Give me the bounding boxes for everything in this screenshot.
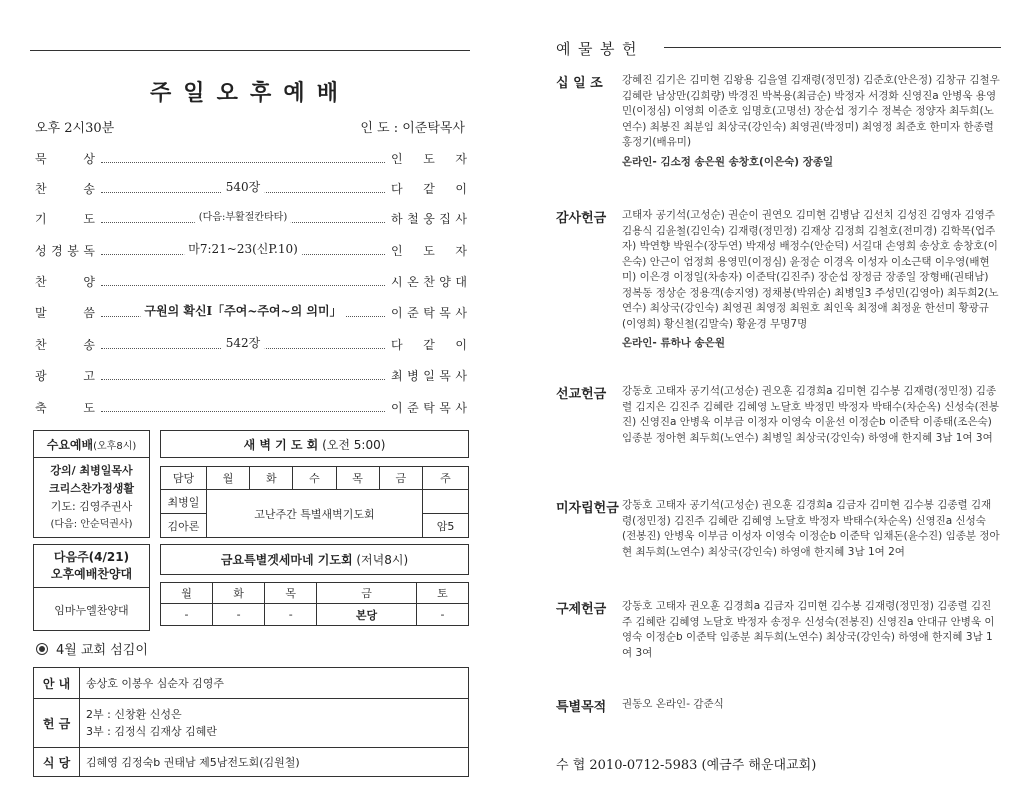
order-person-char: 준 (407, 400, 419, 415)
order-person-char: 최 (391, 368, 403, 383)
offering-names-text: 강동호 고태자 권오훈 김경희a 김금자 김미현 김수봉 김재령(정민정) 김종렬 김진주 김혜란 김혜영 노달호 박정자 송정우 신성숙(전봉진) 신영진a 안대규 안병욱 이영숙 이정순b 이준탁 임종분 최두희(노연수) 최상국(강인숙) 하영애 한지혜 3남 1여 3여 (622, 600, 995, 659)
order-person-char: 다 (391, 181, 403, 196)
order-name-char: 고 (83, 368, 95, 383)
friday-h3: 금 (317, 583, 417, 604)
service-time-row (35, 117, 465, 136)
friday-title-box (160, 544, 469, 575)
order-person-char: 같 (423, 181, 435, 196)
order-person-char: 다 (391, 337, 403, 352)
offering-label: 미자립헌금 (556, 501, 619, 516)
order-name-char: 씀 (83, 305, 95, 320)
wednesday-box (33, 430, 150, 538)
friday-v4: - (416, 604, 468, 626)
order-dots (101, 179, 385, 194)
order-item-name (35, 210, 95, 227)
order-item-person (391, 336, 467, 353)
order-item-name (35, 180, 95, 197)
order-name-char: 기 (35, 211, 47, 226)
order-person-char: 목 (439, 400, 451, 415)
order-person-char: 사 (455, 400, 467, 415)
friday-time: (저녁8시) (356, 553, 409, 567)
april-cell-1 (80, 699, 469, 748)
order-row (35, 397, 467, 417)
order-item-detail: 542장 (222, 334, 265, 351)
next-choir-line1: 다음주(4/21) (53, 550, 130, 564)
order-dots (101, 403, 385, 412)
order-name-char: 경 (51, 243, 63, 258)
order-item-person (391, 367, 467, 384)
order-row (35, 302, 467, 322)
order-person-char: 이 (455, 337, 467, 352)
offering-names (622, 208, 1000, 352)
offering-names (622, 599, 1000, 661)
order-name-char: 송 (83, 337, 95, 352)
order-row (35, 334, 467, 354)
order-item-person (391, 242, 467, 259)
april-heading (36, 639, 148, 658)
order-person-char: 대 (455, 274, 467, 289)
order-person-char: 목 (439, 368, 451, 383)
friday-h1: 화 (213, 583, 265, 604)
order-person-char: 인 (391, 243, 403, 258)
offering-names-text: 강동호 고태자 공기석(고성순) 권오훈 김경희a 김금자 김미현 김수봉 김종렬 김재령(정민정) 김진주 김혜란 김혜영 노달호 박정자 박태수(차순옥) 신영진a 신성숙(전봉진) 안병욱 이부금 이성자 이영숙 이정순b 이준탁 임채돈(윤수진) 임종분 정아현 최두희(노연수) 최상국(강인숙) 하영애 한지혜 3남 1여 2여 (622, 499, 1000, 558)
order-person-char: 자 (455, 151, 467, 166)
next-choir-line2: 오후예배찬양대 (50, 567, 133, 581)
order-person-char: 이 (391, 400, 403, 415)
order-name-char: 찬 (35, 181, 47, 196)
service-leader: 인 도 : 이준탁목사 (360, 121, 465, 136)
order-name-char: 광 (35, 368, 47, 383)
order-item-person (391, 150, 467, 167)
dawn-time: (오전 5:00) (322, 437, 386, 452)
next-choir-line3: 임마누엘찬양대 (54, 603, 129, 617)
april-cell-0 (80, 668, 469, 699)
page-title: 주일오후예배 (149, 81, 351, 106)
order-person-char: 이 (391, 305, 403, 320)
order-person-char: 같 (423, 337, 435, 352)
order-item-name (35, 399, 95, 416)
wednesday-head-sub: (오후8시) (93, 440, 137, 452)
order-dots (101, 154, 385, 163)
dawn-title: 새 벽 기 도 회 (243, 437, 319, 452)
order-person-char: 일 (423, 368, 435, 383)
order-person-char: 병 (407, 368, 419, 383)
order-dots (101, 277, 385, 286)
order-person-char: 탁 (423, 400, 435, 415)
radio-bullet-icon (36, 643, 48, 655)
april-line-2-0: 김혜영 김정숙b 권태남 제5남전도회(김원철) (86, 756, 300, 769)
order-item-person (391, 210, 467, 227)
order-person-char: 사 (455, 305, 467, 320)
dawn-sunday: 암5 (423, 514, 469, 538)
wednesday-line3: 기도: 김영주권사 (50, 500, 133, 513)
april-line-1-1: 3부 : 김정식 김재상 김혜란 (86, 725, 217, 738)
april-title: 4월 교회 섬김이 (56, 643, 148, 658)
offering-names-text: 고태자 공기석(고성순) 권순이 권연오 김미현 김병남 김선치 김성진 김영자 김영주 김용식 김윤철(김인숙) 김재령(정민정) 김재상 김정희 김철호(전미경) 김학목(업주자) 박연향 박원수(장두연) 박재성 배정수(안순덕) 서길대 손영희 송상호 송창호(이은숙) 안근이 엄정희 용영민(이정심) 윤정순 이경옥 이성자 이소근택 이우영(배현미) 이은경 이정일(차송자) 이준탁(김진주) 장순섭 장정금 장종일 장형배(권태남) 정복동 정상순 정용객(송지영) 정채봉(박위순) 최병일3 주성민(김영아) 최두희2(노연수) 최상국(강인숙) 최영권 최영정 최원호 최인욱 최정애 최정윤 한선미 황광규(이영희) 황신철(김말숙) 황윤경 무명7명 (622, 209, 999, 330)
order-item-person (391, 273, 467, 290)
order-item-detail: 구원의 확신Ⅰ「주여~주여~의 의미」 (140, 302, 345, 319)
order-row (35, 240, 467, 260)
friday-table (160, 582, 469, 626)
order-name-char: 찬 (35, 274, 47, 289)
dawn-h6: 주 (423, 467, 469, 490)
offering-online: 온라인- 김소정 송은원 송창호(이은숙) 장종일 (622, 155, 834, 168)
offering-label: 특별목적 (556, 700, 607, 715)
offering-names (622, 384, 1000, 446)
order-person-char: 인 (391, 151, 403, 166)
order-name-char: 봉 (67, 243, 79, 258)
dawn-h1: 월 (207, 467, 250, 490)
offering-names-text: 권동오 온라인- 감준식 (622, 698, 724, 710)
order-item-detail: 540장 (222, 178, 265, 195)
order-name-char: 도 (83, 211, 95, 226)
order-item-person (391, 304, 467, 321)
friday-v2: - (265, 604, 317, 626)
offering-names-text: 강동호 고태자 공기석(고성순) 권오훈 김경희a 김미현 김수봉 김재령(정민정) 김종렬 김지은 김진주 김혜란 김혜영 노달호 박정민 박정자 박태수(차순옥) 신성숙(전봉진) 신영진a 안병욱 이부금 이정자 이영숙 이윤선 이정순b 이준탁 이종태(조은숙) 임종분 정아현 최두희(노연수) 최병일 최상국(강인숙) 하영애 한지혜 3남 1여 3여 (622, 385, 1000, 444)
order-dots (101, 335, 385, 350)
dawn-title-box (160, 430, 469, 458)
order-row (35, 271, 467, 291)
order-row (35, 178, 467, 198)
order-name-char: 말 (35, 305, 47, 320)
order-person-char: 집 (439, 211, 451, 226)
offering-label: 감사헌금 (556, 211, 607, 226)
bank-account: 수 협 2010-0712-5983 (예금주 해운대교회) (556, 758, 817, 773)
order-name-char: 축 (35, 400, 47, 415)
order-person-char: 자 (455, 243, 467, 258)
friday-h0: 월 (161, 583, 213, 604)
order-dots (101, 241, 385, 256)
order-name-char: 찬 (35, 337, 47, 352)
friday-h4: 토 (416, 583, 468, 604)
april-label-0: 안 내 (34, 668, 80, 699)
offering-label: 선교헌금 (556, 387, 607, 402)
order-row (35, 208, 467, 228)
friday-v1: - (213, 604, 265, 626)
dawn-h5: 금 (379, 467, 422, 490)
dawn-h2: 화 (250, 467, 293, 490)
order-name-char: 상 (83, 151, 95, 166)
wednesday-head: 수요예배 (46, 437, 94, 452)
order-item-name (35, 336, 95, 353)
order-dots (101, 303, 385, 318)
offering-names-text: 강혜진 김기은 김미현 김왕용 김을열 김재령(정민정) 김준호(안은정) 김창규 김철우 김혜란 남상만(김희량) 박경진 박복용(최금순) 박정자 서경화 신영진a 안병욱 용영민(이정심) 이영희 이준호 임명호(고명선) 장순섭 정기수 정복순 정양자 최두희(노연수) 최봉진 최분임 최상국(강인숙) 최영권(박정미) 최영정 최준호 한미자 한종렬 홍정기(배유미) (622, 74, 1000, 148)
top-rule-left (30, 50, 470, 51)
offering-label: 구제헌금 (556, 602, 607, 617)
dawn-person1: 최병일 (161, 490, 207, 514)
april-table (33, 667, 469, 777)
order-person-char: 웅 (423, 211, 435, 226)
april-line-0-0: 송상호 이봉우 심순자 김영주 (86, 677, 225, 690)
order-person-char: 찬 (423, 274, 435, 289)
order-name-char: 묵 (35, 151, 47, 166)
order-name-char: 도 (83, 400, 95, 415)
order-item-name (35, 367, 95, 384)
friday-v3: 본당 (317, 604, 417, 626)
order-item-person (391, 180, 467, 197)
order-person-char: 철 (407, 211, 419, 226)
wednesday-line2: 크리스찬가정생활 (48, 482, 134, 495)
dawn-table (160, 466, 469, 538)
april-label-1: 헌 금 (34, 699, 80, 748)
april-label-2: 식 당 (34, 748, 80, 777)
wednesday-line1: 강의/ 최병일목사 (50, 464, 133, 477)
dawn-merged: 고난주간 특별새벽기도회 (207, 490, 423, 538)
dawn-h3: 수 (293, 467, 336, 490)
order-item-name (35, 304, 95, 321)
order-name-char: 양 (83, 274, 95, 289)
wednesday-line4: (다음: 안순덕권사) (50, 519, 133, 530)
dawn-h0: 담당 (161, 467, 207, 490)
offering-names (622, 697, 1000, 713)
april-line-1-0: 2부 : 신창환 신성은 (86, 708, 182, 721)
next-choir-box (33, 544, 150, 631)
order-person-char: 도 (423, 243, 435, 258)
order-person-char: 하 (391, 211, 403, 226)
order-person-char: 도 (423, 151, 435, 166)
order-item-person (391, 399, 467, 416)
friday-h2: 목 (265, 583, 317, 604)
offering-label: 십 일 조 (556, 76, 603, 91)
friday-v0: - (161, 604, 213, 626)
order-person-char: 사 (455, 368, 467, 383)
order-dots (101, 371, 385, 380)
dawn-sun-blank (423, 490, 469, 514)
offering-header: 예물봉헌 (556, 40, 644, 58)
order-person-char: 이 (455, 181, 467, 196)
order-row (35, 365, 467, 385)
offering-names (622, 73, 1000, 170)
order-row (35, 148, 467, 168)
april-cell-2 (80, 748, 469, 777)
service-time: 오후 2시30분 (35, 121, 115, 136)
order-item-name (35, 273, 95, 290)
order-dots (101, 211, 385, 223)
order-person-char: 양 (439, 274, 451, 289)
offering-names (622, 498, 1000, 560)
order-person-char: 온 (407, 274, 419, 289)
offering-online: 온라인- 류하나 송은원 (622, 337, 725, 349)
order-item-name (35, 150, 95, 167)
friday-title: 금요특별겟세마네 기도회 (220, 553, 353, 567)
order-person-char: 탁 (423, 305, 435, 320)
order-name-char: 송 (83, 181, 95, 196)
order-person-char: 준 (407, 305, 419, 320)
order-item-name (35, 242, 95, 259)
order-person-char: 시 (391, 274, 403, 289)
order-name-char: 성 (35, 243, 47, 258)
dawn-person2: 김아론 (161, 514, 207, 538)
order-person-char: 목 (439, 305, 451, 320)
order-person-char: 사 (455, 211, 467, 226)
top-rule-right (664, 47, 1001, 48)
order-name-char: 독 (83, 243, 95, 258)
dawn-h4: 목 (336, 467, 379, 490)
order-item-detail: 마7:21~23(신P.10) (184, 240, 302, 257)
order-item-detail: (다음:부활절칸타타) (195, 208, 291, 223)
